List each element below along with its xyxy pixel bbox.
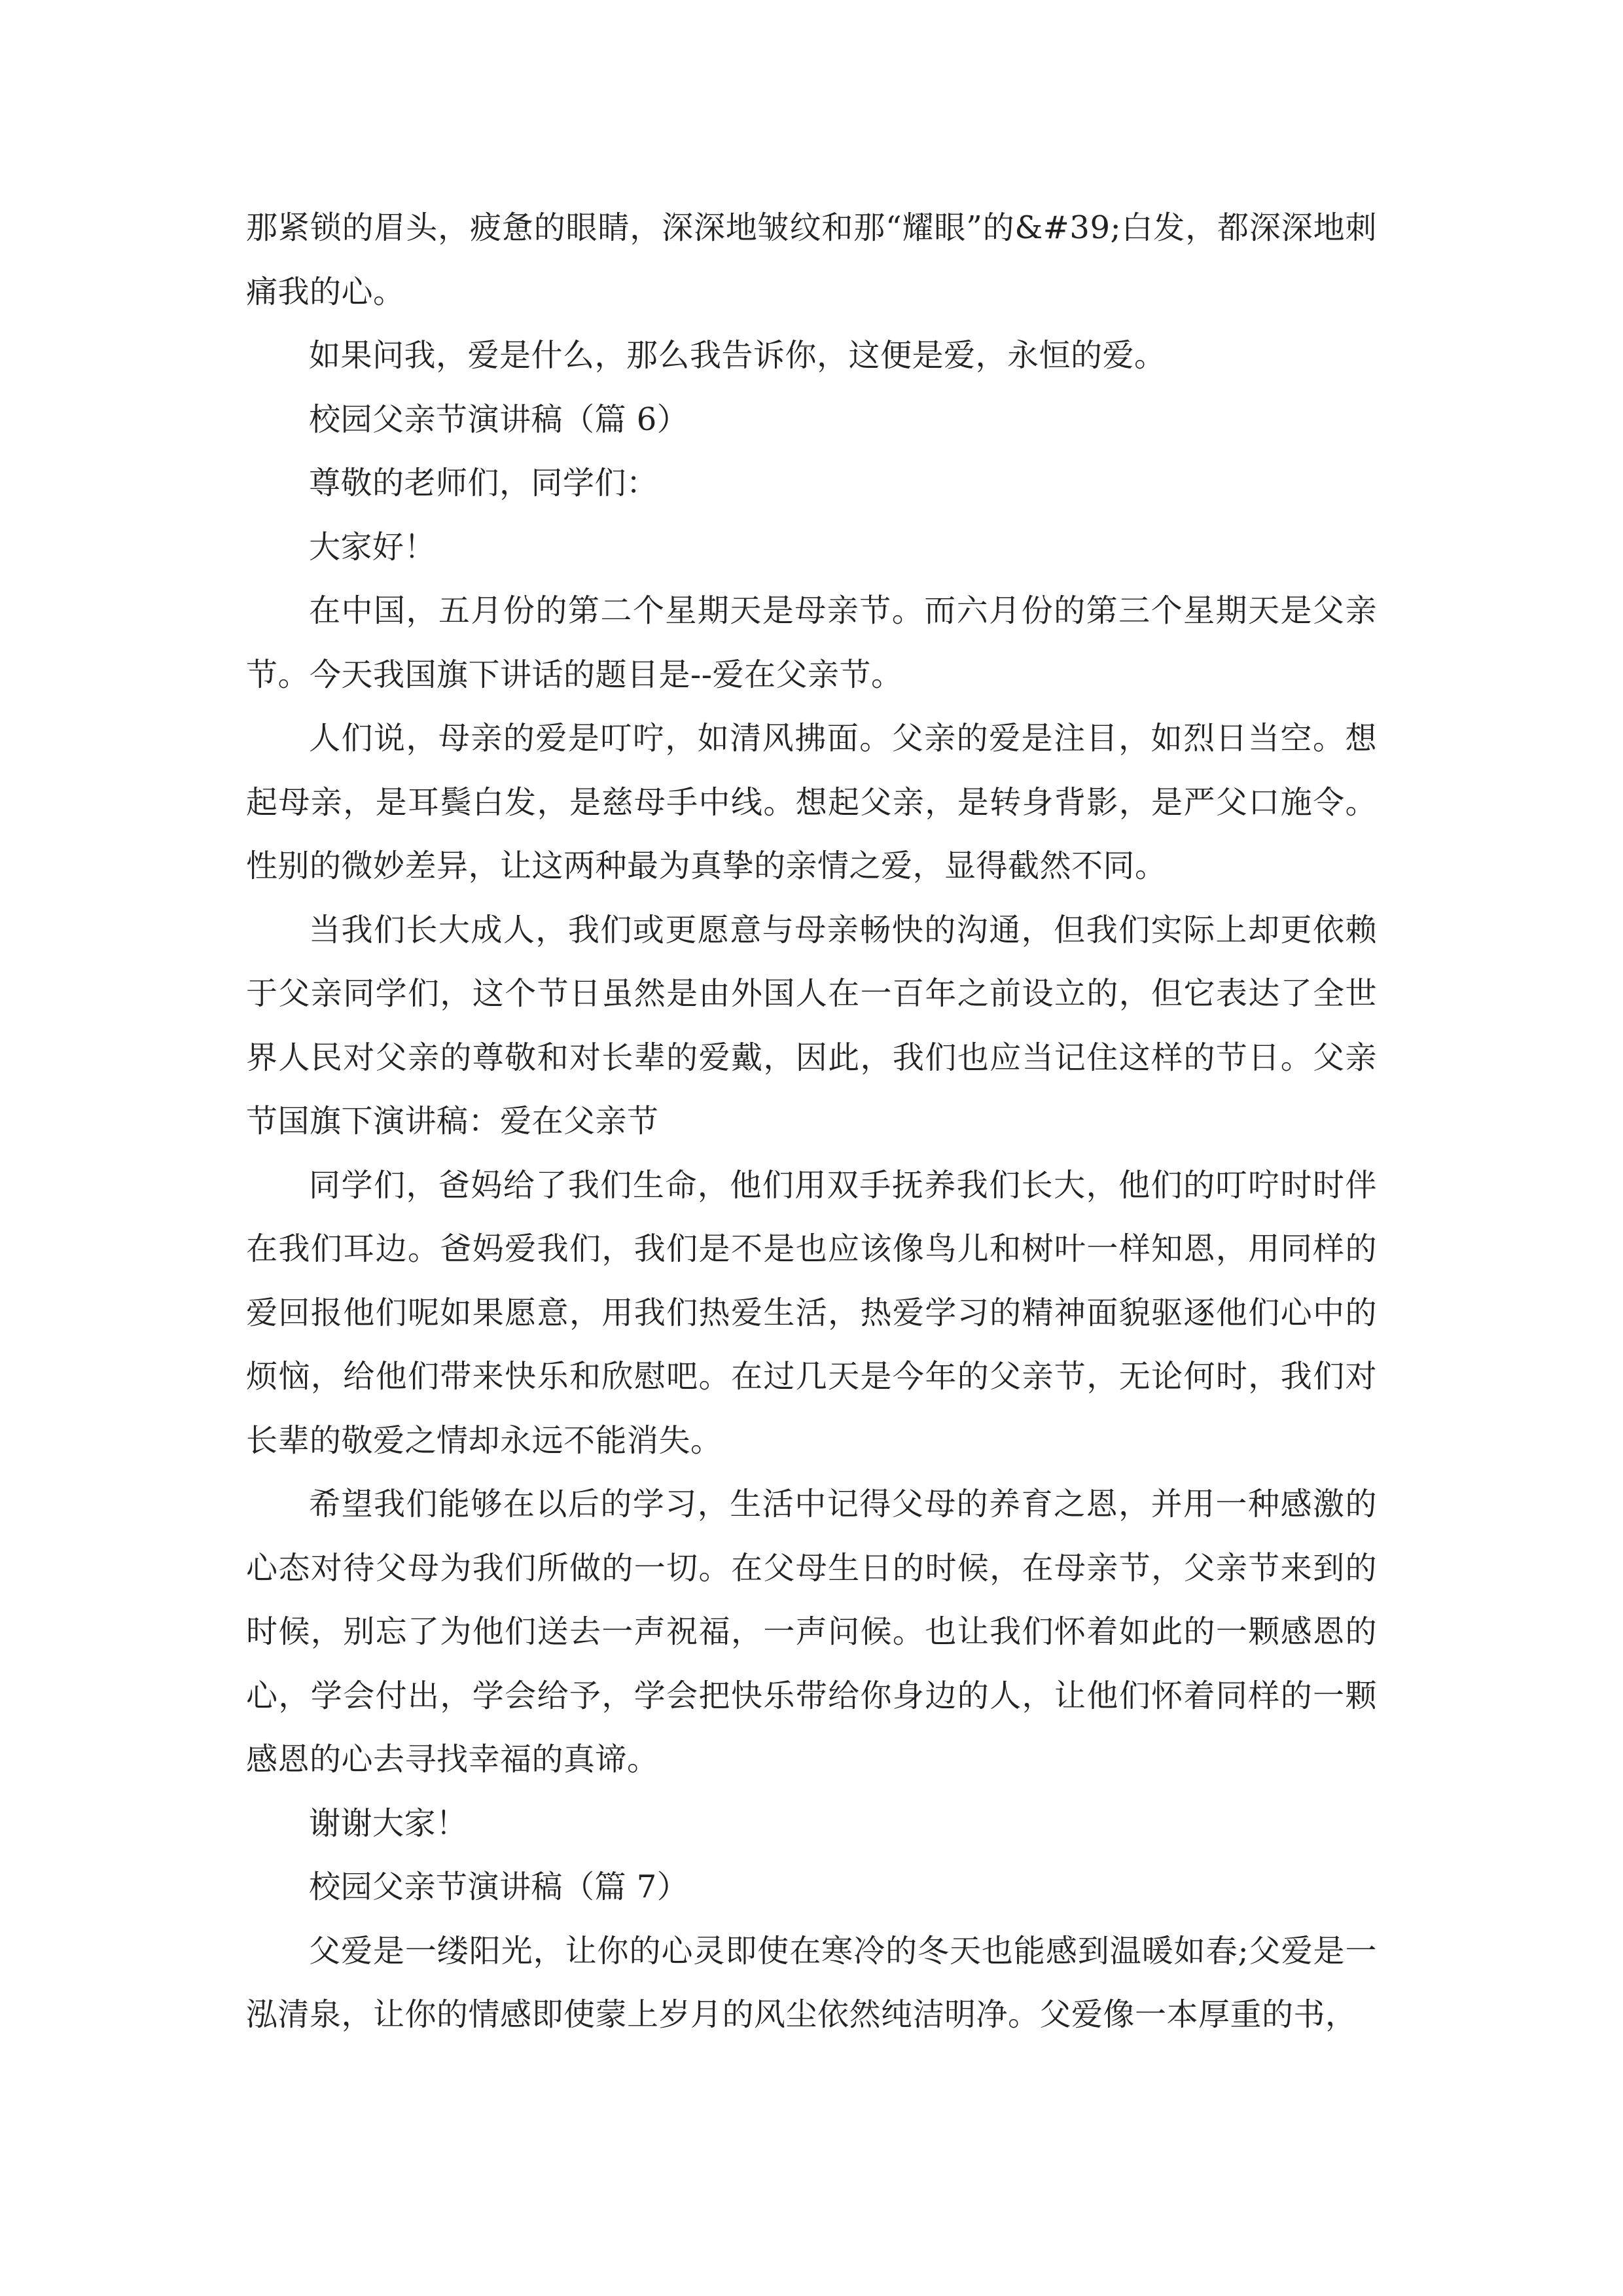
closing-thanks: 谢谢大家！ xyxy=(309,1804,468,1842)
greeting: 大家好！ xyxy=(309,528,437,565)
section-heading-7: 校园父亲节演讲稿（篇 7） xyxy=(309,1869,689,1905)
document-body xyxy=(246,196,1377,2047)
section-heading-6: 校园父亲节演讲稿（篇 6） xyxy=(309,401,689,438)
paragraph: 人们说，母亲的爱是叮咛，如清风拂面。父亲的爱是注目，如烈日当空。想起母亲，是耳鬓白发，是慈母手中线。想起父亲，是转身背影，是严父口施令。性别的微妙差异，让这两种最为真挚的亲情之爱，显得截然不同。 xyxy=(246,720,1377,884)
paragraph: 当我们长大成人，我们或更愿意与母亲畅快的沟通，但我们实际上却更依赖于父亲同学们，这个节日虽然是由外国人在一百年之前设立的，但它表达了全世界人民对父亲的尊敬和对长辈的爱戴，因此，我们也应当记住这样的节日。父亲节国旗下演讲稿：爱在父亲节 xyxy=(246,911,1377,1139)
paragraph: 在中国，五月份的第二个星期天是母亲节。而六月份的第三个星期天是父亲节。今天我国旗下讲话的题目是--爱在父亲节。 xyxy=(246,592,1377,693)
paragraph: 父爱是一缕阳光，让你的心灵即使在寒冷的冬天也能感到温暖如春;父爱是一泓清泉，让你的情感即使蒙上岁月的风尘依然纯洁明净。父爱像一本厚重的书， xyxy=(246,1932,1377,2033)
paragraph: 同学们，爸妈给了我们生命，他们用双手抚养我们长大，他们的叮咛时时伴在我们耳边。爸妈爱我们，我们是不是也应该像鸟儿和树叶一样知恩，用同样的爱回报他们呢如果愿意，用我们热爱生活，热爱学习的精神面貌驱逐他们心中的烦恼，给他们带来快乐和欣慰吧。在过几天是今年的父亲节，无论何时，我们对长辈的敬爱之情却永远不能消失。 xyxy=(246,1166,1377,1459)
paragraph: 希望我们能够在以后的学习，生活中记得父母的养育之恩，并用一种感激的心态对待父母为我们所做的一切。在父母生日的时候，在母亲节，父亲节来到的时候，别忘了为他们送去一声祝福，一声问候。也让我们怀着如此的一颗感恩的心，学会付出，学会给予，学会把快乐带给你身边的人，让他们怀着同样的一颗感恩的心去寻找幸福的真谛。 xyxy=(246,1486,1377,1778)
salutation: 尊敬的老师们，同学们： xyxy=(309,465,658,501)
paragraph: 如果问我，爱是什么，那么我告诉你，这便是爱，永恒的爱。 xyxy=(309,337,1166,374)
paragraph-continuation: 那紧锁的眉头，疲惫的眼睛，深深地皱纹和那“耀眼”的&#39;白发，都深深地刺痛我的心。 xyxy=(246,209,1377,310)
